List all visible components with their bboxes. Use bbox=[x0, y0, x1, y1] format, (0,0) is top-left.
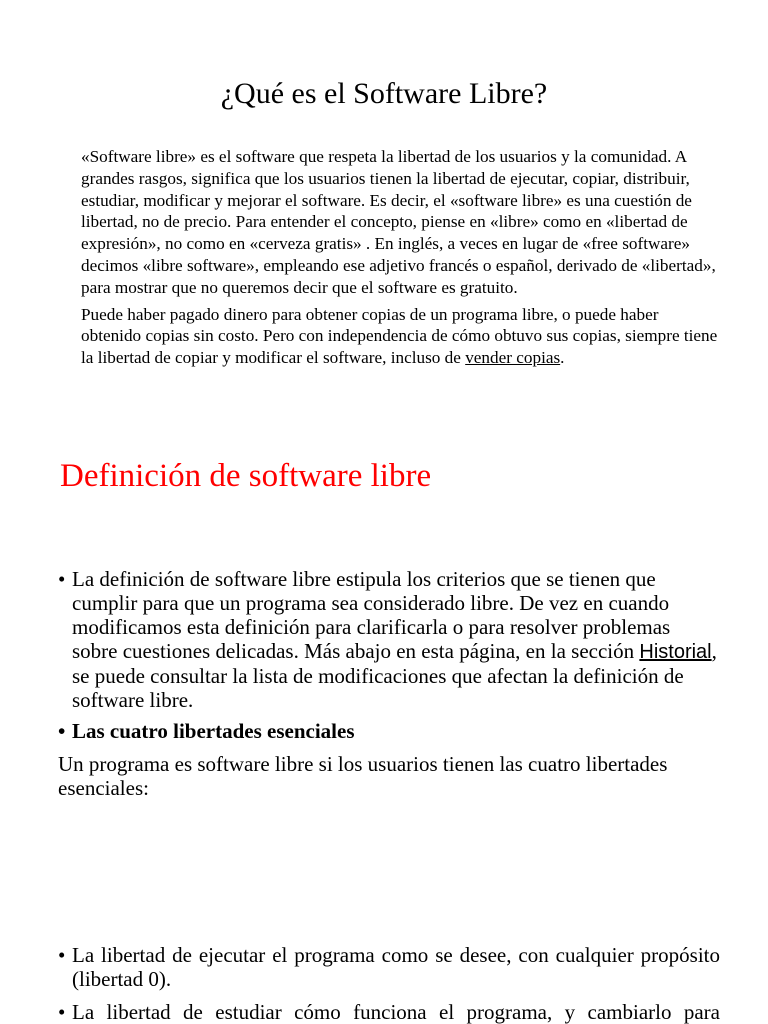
section-heading: Definición de software libre bbox=[60, 458, 432, 494]
intro-text bbox=[81, 146, 721, 369]
intro-paragraph-1: «Software libre» es el software que respeta la libertad de los usuarios y la comunidad. A grandes rasgos, significa que los usuarios tienen la libertad de ejecutar, copiar, distribuir, estudiar, modificar y mejorar el software. Es decir, el «software libre» es una cuestión de libertad, no de precio. Para entender el concepto, piense en «libre» como en «libertad de expresión», no como en «cerveza gratis» . En inglés, a veces en lugar de «free software» decimos «libre software», empleando ese adjetivo francés o español, derivado de «libertad», para mostrar que no queremos decir que el software es gratuito. bbox=[81, 147, 716, 297]
freedom-1-item bbox=[58, 1000, 720, 1024]
freedoms-intro-paragraph: Un programa es software libre si los usuarios tienen las cuatro libertades esenciales: bbox=[58, 752, 668, 800]
intro-paragraph-2 bbox=[81, 304, 721, 369]
intro-paragraph-2-text: Puede haber pagado dinero para obtener copias de un programa libre, o puede haber obtenido copias sin costo. Pero con independencia de cómo obtuvo sus copias, siempre tiene la libertad de copiar y modificar el software, incluso de bbox=[81, 304, 718, 368]
freedom-1-text: • La libertad de estudiar cómo funciona el programa, y cambiarlo para bbox=[58, 1000, 720, 1024]
bullet-text-before-link: La definición de software libre estipula los criterios que se tienen que cumplir para que un programa sea considerado libre. De vez en cuando modificamos esta definición para clarificarla o para resolver problemas sobre cuestiones delicadas. Más abajo en esta página, en la sección bbox=[72, 567, 671, 663]
freedom-0-item bbox=[58, 943, 720, 991]
bullet-item bbox=[58, 567, 720, 712]
intro-paragraph-2-end: . bbox=[560, 348, 565, 368]
definition-bullet bbox=[58, 567, 720, 712]
bullet-text-after-link: , se puede consultar la lista de modificaciones que afectan la definición de software libre. bbox=[72, 639, 717, 712]
page-title: ¿Qué es el Software Libre? bbox=[220, 77, 548, 110]
four-freedoms-bullet bbox=[58, 719, 720, 743]
four-freedoms-heading: • Las cuatro libertades esenciales bbox=[58, 719, 720, 743]
vender-copias-link[interactable]: vender copias bbox=[465, 348, 561, 368]
freedom-0-text: • La libertad de ejecutar el programa como se desee, con cualquier propósito (libertad 0). bbox=[58, 943, 720, 991]
historial-link[interactable]: Historial bbox=[639, 641, 712, 663]
